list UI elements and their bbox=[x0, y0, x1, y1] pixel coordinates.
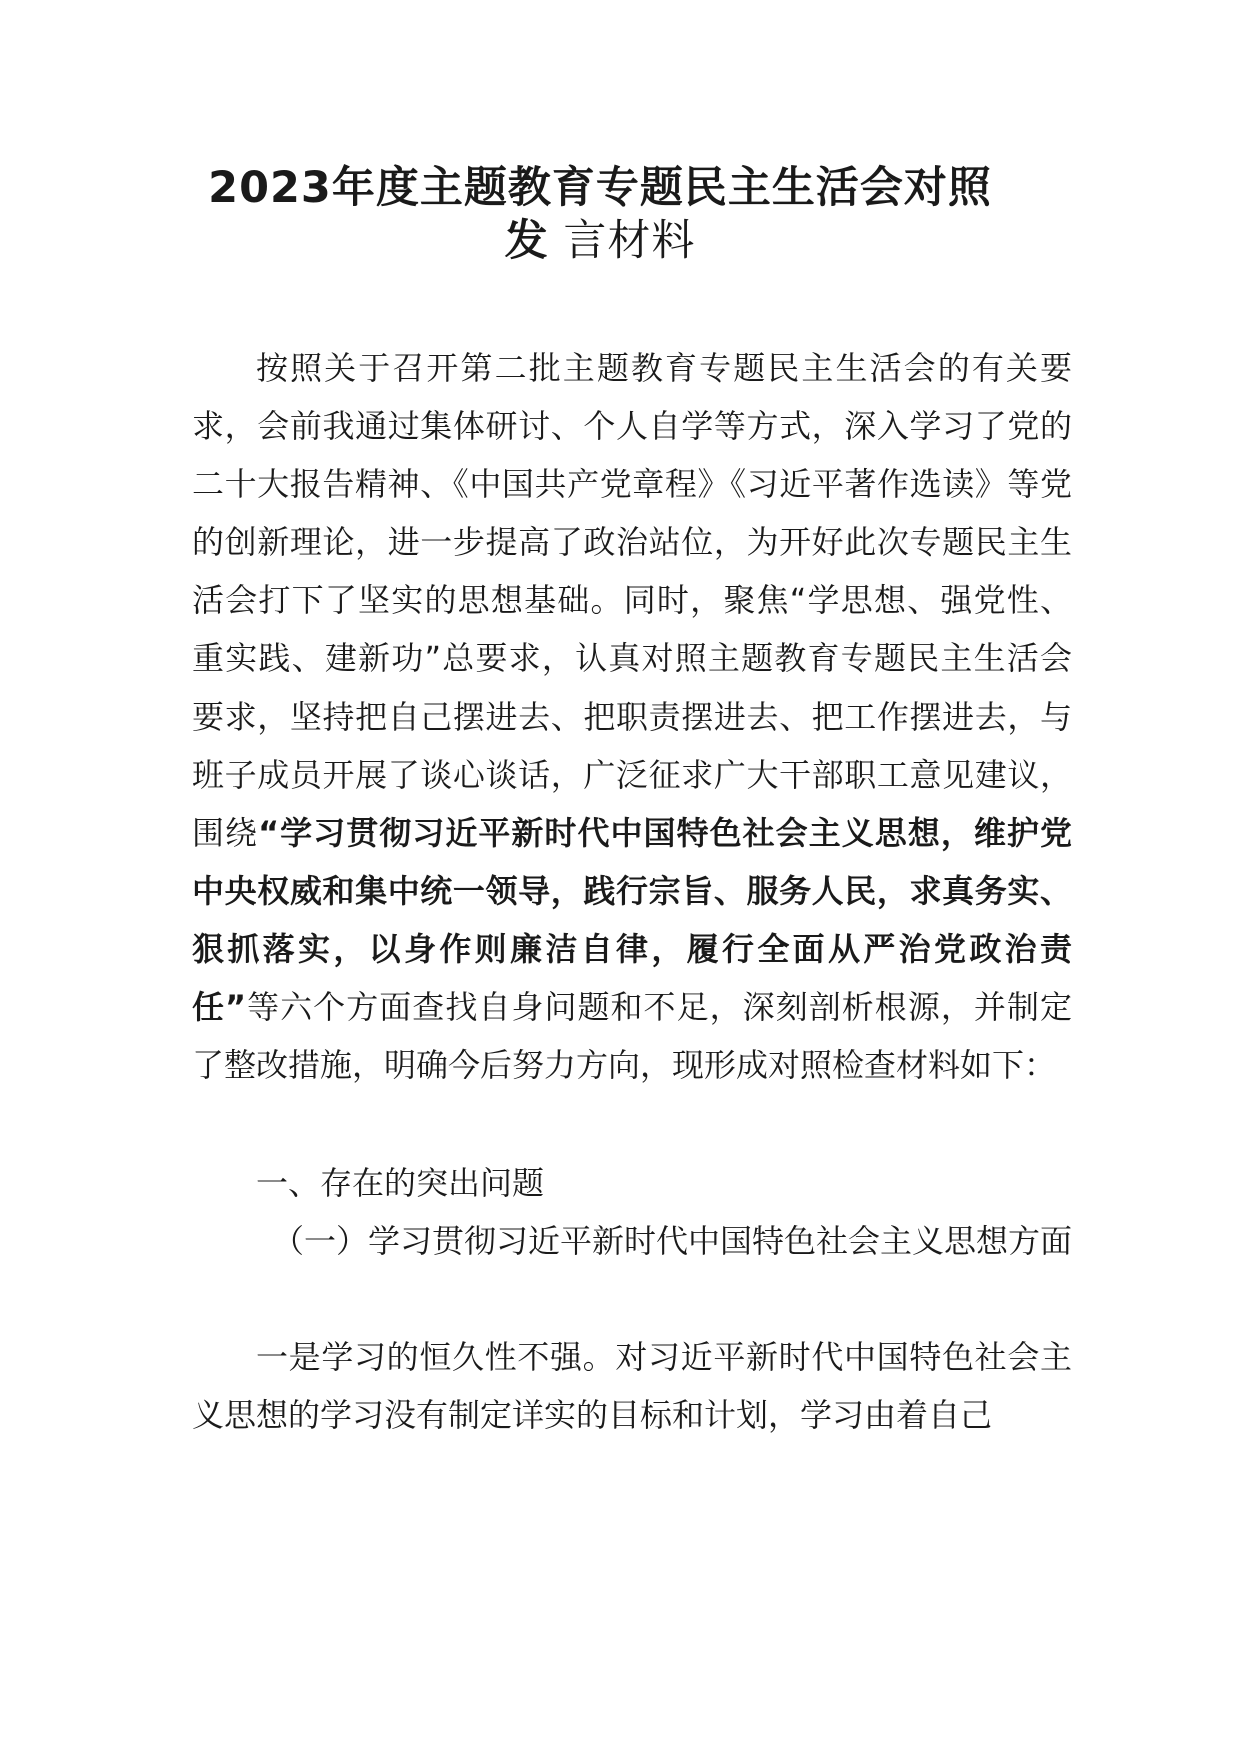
intro-paragraph bbox=[192, 339, 1072, 1094]
intro-paragraph-bold-quote: “学习贯彻习近平新时代中国特色社会主义思想，维护党中央权威和集中统一领导，践行宗旨、服务人民，求真务实、狠抓落实，以身作则廉洁自律，履行全面从严治党政治责任” bbox=[192, 813, 1072, 1027]
document-title-line-1: 2023年度主题教育专题民主生活会对照 bbox=[208, 163, 992, 213]
intro-paragraph-lead: 按照关于召开第二批主题教育专题民主生活会的有关要求，会前我通过集体研讨、个人自学等方式，深入学习了党的二十大报告精神、《中国共产党章程》《习近平著作选读》等党的创新理论，进一步提高了政治站位，为开好此次专题民主生活会打下了坚实的思想基础。同时，聚焦“学思想、强党性、重实践、建新功”总要求，认真对照主题教育专题民主生活会要求，坚持把自己摆进去、把职责摆进去、把工作摆进去，与班子成员开展了谈心谈话，广泛征求广大干部职工意见建议，围绕 bbox=[192, 349, 1072, 852]
subsection-heading-1: （一）学习贯彻习近平新时代中国特色社会主义思想方面 bbox=[272, 1222, 1073, 1260]
section-heading-1: 一、存在的突出问题 bbox=[256, 1164, 545, 1202]
title-line-2-bold-text: 发 bbox=[504, 216, 549, 266]
document-title-line-2 bbox=[150, 213, 1050, 269]
body-paragraph-2: 一是学习的恒久性不强。对习近平新时代中国特色社会主义思想的学习没有制定详实的目标和计划，学习由着自己 bbox=[192, 1338, 1072, 1435]
intro-paragraph-tail: 等六个方面查找自身问题和不足，深刻剖析根源，并制定了整改措施，明确今后努力方向，现形成对照检查材料如下： bbox=[192, 988, 1072, 1085]
title-line-2-rest-text: 言材料 bbox=[548, 216, 696, 266]
